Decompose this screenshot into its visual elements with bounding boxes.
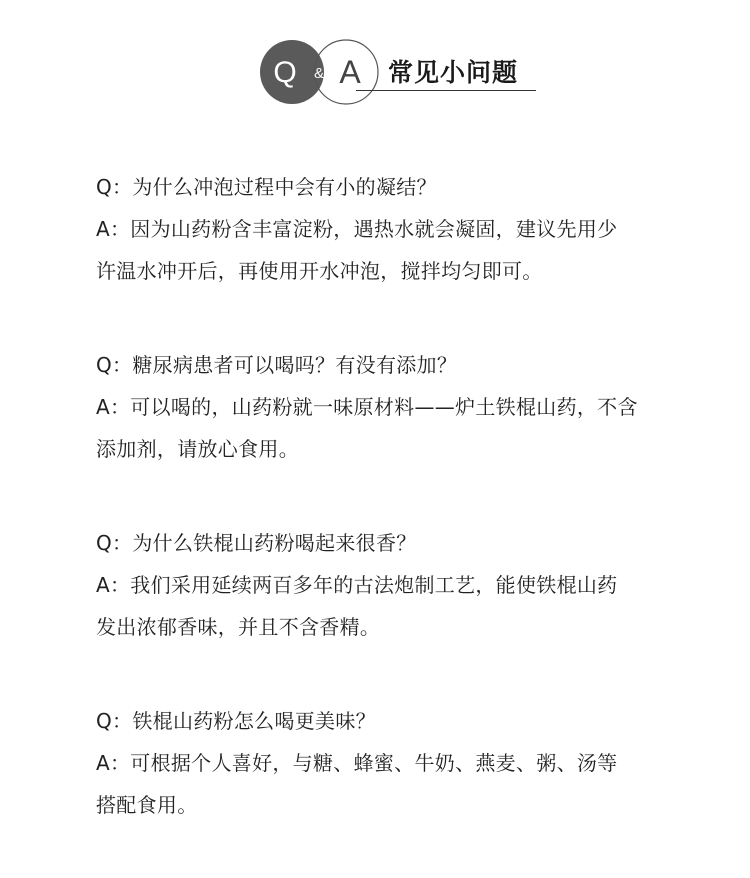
faq-question: Q：铁棍山药粉怎么喝更美味？ [96, 709, 376, 733]
faq-answer-line: 许温水冲开后，再使用开水冲泡，搅拌均匀即可。 [96, 259, 543, 283]
qa-logo-amp: & [313, 65, 325, 82]
faq-answer-line: 添加剂，请放心食用。 [96, 437, 299, 461]
faq-answer-line: 发出浓郁香味，并且不含香精。 [96, 615, 381, 639]
faq-question: Q：为什么冲泡过程中会有小的凝结？ [96, 175, 437, 199]
faq-answer-line: A：可以喝的，山药粉就一味原材料——炉土铁棍山药，不含 [96, 395, 638, 419]
title-underline [356, 90, 536, 91]
faq-question: Q：糖尿病患者可以喝吗？有没有添加？ [96, 353, 458, 377]
faq-question: Q：为什么铁棍山药粉喝起来很香？ [96, 531, 417, 555]
faq-answer-line: 搭配食用。 [96, 793, 198, 817]
faq-item [96, 344, 696, 470]
faq-item [96, 522, 696, 648]
faq-list [96, 166, 696, 878]
faq-answer-line: A：我们采用延续两百多年的古法炮制工艺，能使铁棍山药 [96, 573, 618, 597]
page-title: 常见小问题 [388, 58, 519, 87]
faq-answer-line: A：可根据个人喜好，与糖、蜂蜜、牛奶、燕麦、粥、汤等 [96, 751, 618, 775]
qa-logo-icon [258, 38, 382, 106]
qa-logo-q: Q [273, 56, 297, 89]
faq-item [96, 700, 696, 826]
qa-logo-a: A [339, 54, 361, 90]
faq-answer-line: A：因为山药粉含丰富淀粉，遇热水就会凝固，建议先用少 [96, 217, 618, 241]
section-header [0, 0, 750, 120]
faq-item [96, 166, 696, 292]
